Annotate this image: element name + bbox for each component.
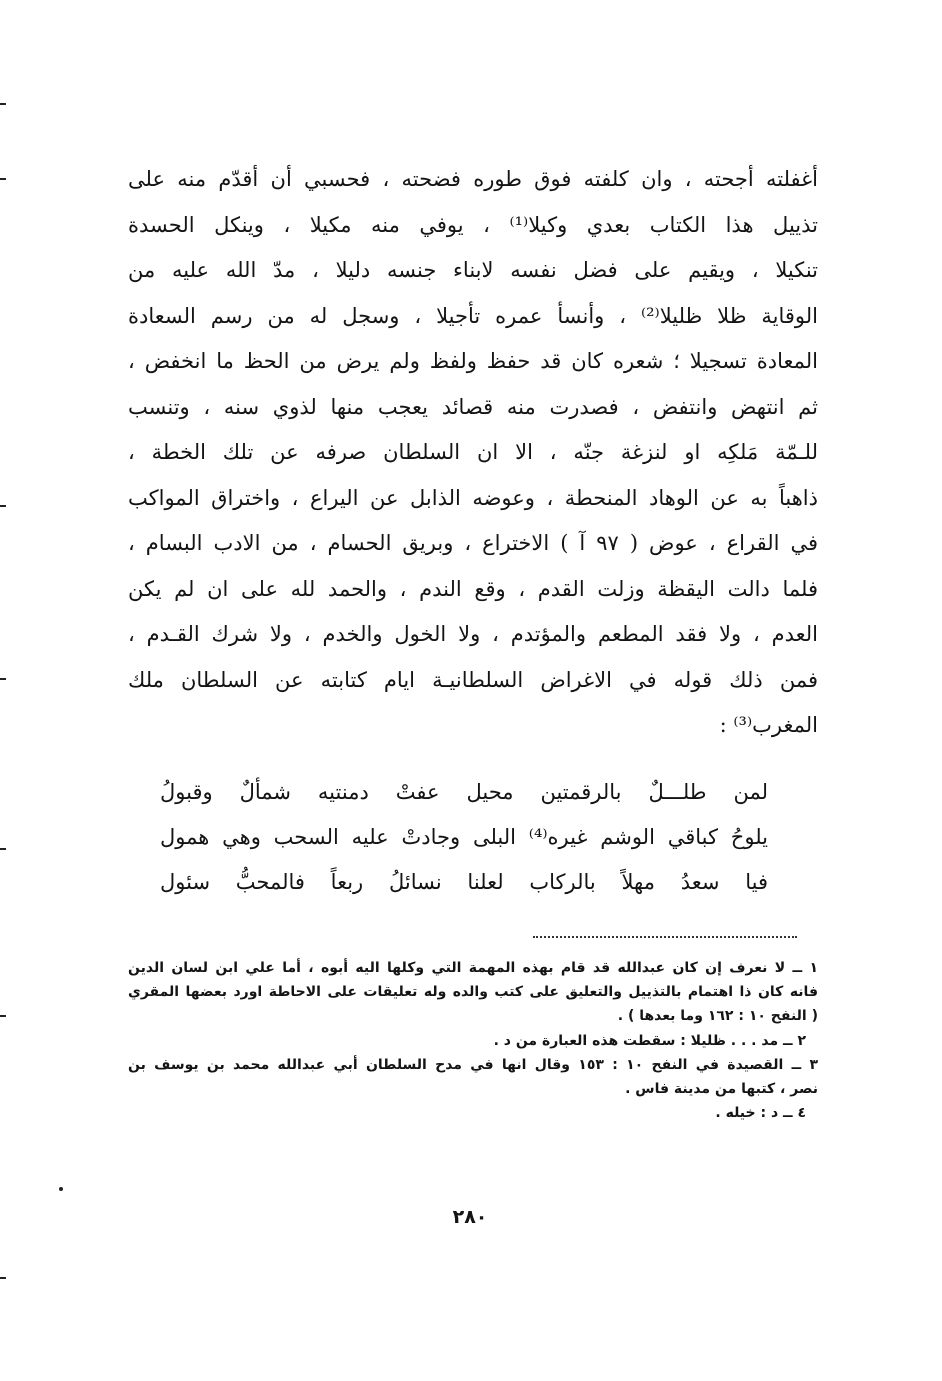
verse-line: فيا سعدُ مهلاً بالركاب لعلنا نسائلُ ربعاً فالمحبُّ سئول — [160, 870, 768, 894]
footnote-separator — [533, 936, 797, 938]
footnote-2: ٢ ــ مد . . . ظليلا : سقطت هذه العبارة من د . — [493, 1032, 806, 1049]
scan-margin-dot — [59, 1187, 63, 1191]
footnote-1: ١ ــ لا نعرف إن كان عبدالله قد قام بهذه المهمة التي وكلها اليه أبوه ، أما علي ابن لسان الدين — [128, 960, 818, 976]
scan-margin-tick — [0, 1015, 6, 1017]
body-paragraph — [128, 157, 818, 749]
footnotes — [128, 956, 818, 1125]
body-line: في القراع ، عوض ( ٩٧ آ ) الاختراع ، وبريق الحسام ، من الادب البسام ، — [128, 531, 818, 555]
scan-margin-tick — [0, 678, 6, 680]
scan-margin-tick — [0, 505, 6, 507]
body-line: الوقاية ظلا ظليلا⁽²⁾ ، وأنسأ عمره تأجيلا ، وسجل له من رسم السعادة — [128, 303, 818, 328]
footnote-3-cont: نصر ، كتبها من مدينة فاس . — [625, 1080, 818, 1097]
body-line: للـمّة مَلكِه او لنزغة جنّه ، الا ان السلطان صرفه عن تلك الخطة ، — [128, 440, 818, 464]
verse-line: لمن طلـــلٌ بالرقمتين محيل عفتْ دمنتيه شمألٌ وقبولُ — [160, 780, 768, 804]
body-line: المعادة تسجيلا ؛ شعره كان قد حفظ ولفظ ولم يرض من الحظ ما انخفض ، — [128, 349, 818, 373]
page-number: ٢٨٠ — [452, 1206, 488, 1228]
body-line: تنكيلا ، ويقيم على فضل نفسه لابناء جنسه دليلا ، مدّ الله عليه من — [128, 258, 818, 282]
footnote-1-cont: فانه كان ذا اهتمام بالتذييل والتعليق على كتب والده وله تعليقات على الاحاطة اورد بعضها المقري — [128, 984, 818, 1001]
body-line: أغفلته أجحته ، وان كلفته فوق طوره فضحته ، فحسبي أن أقدّم منه على — [128, 167, 818, 191]
body-line: العدم ، ولا فقد المطعم والمؤتدم ، ولا الخول والخدم ، ولا شرك القـدم ، — [128, 622, 818, 646]
scan-margin-tick — [0, 103, 6, 105]
body-line: ثم انتهض وانتفض ، فصدرت منه قصائد يعجب منها لذوي سنه ، وتنسب — [128, 394, 818, 419]
body-line: فلما دالت اليقظة وزلت القدم ، وقع الندم ، والحمد لله على ان لم يكن — [128, 576, 818, 601]
footnote-3: ٣ ــ القصيدة في النفح ١٠ : ١٥٣ وقال انها في مدح السلطان أبي عبدالله محمد بن يوسف بن — [128, 1056, 818, 1073]
scan-margin-tick — [0, 178, 6, 180]
body-line: فمن ذلك قوله في الاغراض السلطانيـة ايام كتابته عن السلطان ملك — [128, 667, 818, 692]
footnote-1-cont: ( النفح ١٠ : ١٦٢ وما بعدها ) . — [617, 1008, 818, 1025]
scan-margin-tick — [0, 1277, 6, 1279]
verse-line: يلوحُ كباقي الوشم غيره⁽⁴⁾ البلى وجادتْ عليه السحب وهي همول — [160, 825, 768, 849]
scan-margin-tick — [0, 848, 6, 850]
poem-verses — [160, 770, 768, 905]
body-line: المغرب⁽³⁾ : — [719, 713, 818, 737]
body-line: ذاهباً به عن الوهاد المنحطة ، وعوضه الذابل عن اليراع ، واختراق المواكب — [128, 485, 818, 510]
body-line: تذييل هذا الكتاب بعدي وكيلا⁽¹⁾ ، يوفي منه مكيلا ، وينكل الحسدة — [128, 212, 818, 237]
footnote-4: ٤ ــ د : خيله . — [715, 1105, 806, 1122]
